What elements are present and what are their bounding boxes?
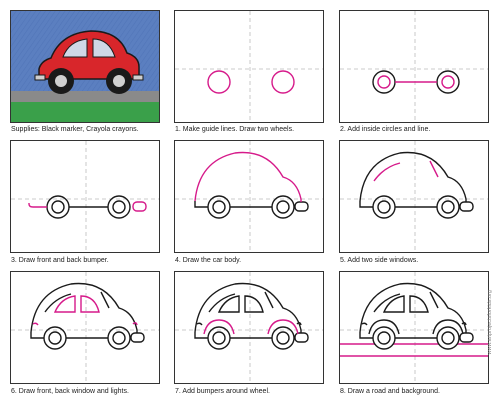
- finished-car-illustration: [11, 11, 160, 123]
- caption-step-1: 1. Make guide lines. Draw two wheels.: [175, 126, 295, 133]
- step-2-drawing: [340, 11, 489, 123]
- panel-supplies: [10, 10, 160, 123]
- caption-step-5: 5. Add two side windows.: [340, 257, 419, 264]
- panel-step-2: [339, 10, 489, 123]
- panel-step-8: [339, 271, 489, 384]
- watermark: [487, 290, 497, 400]
- caption-step-6: 6. Draw front, back window and lights.: [11, 388, 129, 395]
- caption-step-3: 3. Draw front and back bumper.: [11, 257, 109, 264]
- step-8-drawing: [340, 272, 489, 384]
- panel-step-3: [10, 140, 160, 253]
- panel-step-4: [174, 140, 324, 253]
- step-1-drawing: [175, 11, 324, 123]
- step-4-drawing: [175, 141, 324, 253]
- panel-step-6: [10, 271, 160, 384]
- panel-step-1: [174, 10, 324, 123]
- caption-step-7: 7. Add bumpers around wheel.: [175, 388, 270, 395]
- caption-step-8: 8. Draw a road and background.: [340, 388, 441, 395]
- caption-supplies: Supplies: Black marker, Crayola crayons.: [11, 126, 139, 133]
- step-5-drawing: [340, 141, 489, 253]
- step-7-drawing: [175, 272, 324, 384]
- panel-step-7: [174, 271, 324, 384]
- caption-step-2: 2. Add inside circles and line.: [340, 126, 431, 133]
- caption-step-4: 4. Draw the car body.: [175, 257, 242, 264]
- watermark-text: www.artprojectsforkids.org: [487, 290, 493, 355]
- panel-step-5: [339, 140, 489, 253]
- step-3-drawing: [11, 141, 160, 253]
- step-6-drawing: [11, 272, 160, 384]
